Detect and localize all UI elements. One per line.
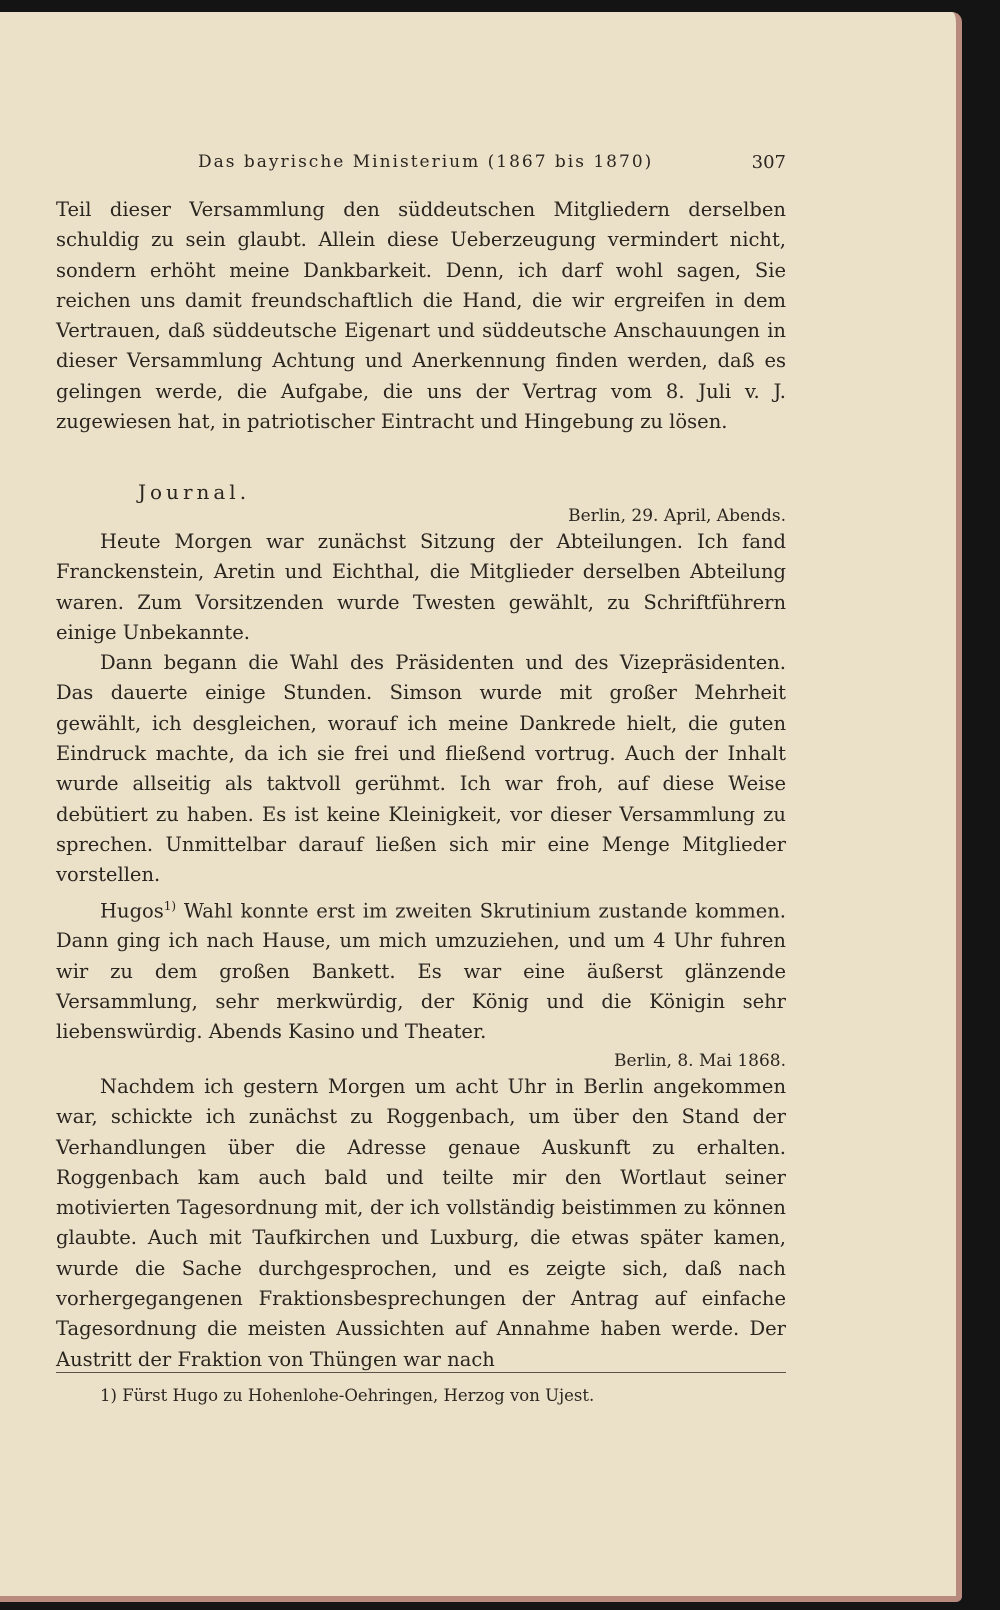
footnote-mark: 1): [100, 1386, 117, 1405]
paragraph: Nachdem ich gestern Morgen um acht Uhr in Berlin angekommen war, schickte ich zunächst zu Roggenbach, um über den Stand der Verhandlungen über die Adresse genaue Auskunft zu erhalten. Roggenbach kam auch bald und teilte mir den Wortlaut seiner motivierten Tagesordnung mit, der ich vollständig beistimmen zu können glaubte. Auch mit Taufkirchen und Luxburg, die etwas später kamen, wurde die Sache durchgesprochen, und es zeigte sich, daß nach vorhergegangenen Fraktionsbesprechungen der Antrag auf einfache Tagesordnung die meisten Aussichten auf Annahme haben werde. Der Austritt der Fraktion von Thüngen war nach: [56, 1075, 786, 1371]
book-page: [0, 12, 962, 1602]
intro-paragraph: [56, 195, 786, 437]
footnote-reference: 1): [163, 898, 177, 913]
footnote-divider: [56, 1372, 786, 1373]
dateline: Berlin, 8. Mai 1868.: [614, 1051, 786, 1071]
paragraph: Teil dieser Versammlung den süddeutschen Mitgliedern derselben schuldig zu sein glaubt. Allein diese Ueberzeugung vermindert nicht, sondern erhöht meine Dankbarkeit. Denn, ich darf wohl sagen, Sie reichen uns damit freundschaftlich die Hand, die wir ergreifen in dem Vertrauen, daß süddeutsche Eigenart und süddeutsche Anschauungen in dieser Versammlung Achtung und Anerkennung finden werden, daß es gelingen werde, die Aufgabe, die uns der Vertrag vom 8. Juli v. J. zugewiesen hat, in patriotischer Eintracht und Hingebung zu lösen.: [56, 198, 786, 434]
paragraph: Heute Morgen war zunächst Sitzung der Abteilungen. Ich fand Franckenstein, Aretin und Eichthal, die Mitglieder derselben Abteilung waren. Zum Vorsitzenden wurde Twesten gewählt, zu Schriftführern einige Unbekannte.: [56, 530, 786, 644]
running-title: Das bayrische Ministerium (1867 bis 1870): [198, 152, 654, 172]
paragraph: [56, 891, 786, 1048]
paragraph-text: Wahl konnte erst im zweiten Skrutinium zustande kommen. Dann ging ich nach Hause, um mich umzuziehen, und um 4 Uhr fuhren wir zu dem großen Bankett. Es war eine äußerst glänzende Versammlung, sehr merkwürdig, der König und die Königin sehr liebenswürdig. Abends Kasino und Theater.: [56, 899, 786, 1044]
section-heading: Journal.: [138, 480, 251, 504]
footnote-text: Fürst Hugo zu Hohenlohe-Oehringen, Herzog von Ujest.: [122, 1386, 595, 1405]
footnote: [100, 1386, 594, 1405]
dateline: Berlin, 29. April, Abends.: [568, 506, 786, 526]
journal-entry-2: [56, 1042, 786, 1375]
paragraph-lead: Hugos: [100, 899, 164, 923]
journal-entry-1: [56, 497, 786, 1044]
paragraph: Dann begann die Wahl des Präsidenten und des Vizepräsidenten. Das dauerte einige Stunden. Simson wurde mit großer Mehrheit gewählt, ich desgleichen, worauf ich meine Dankrede hielt, die guten Eindruck machte, da ich sie frei und fließend vortrug. Auch der Inhalt wurde allseitig als taktvoll gerühmt. Ich war froh, auf diese Weise debütiert zu haben. Es ist keine Kleinigkeit, vor dieser Versammlung zu sprechen. Unmittelbar darauf ließen sich mir eine Menge Mitglieder vorstellen.: [56, 651, 786, 887]
page-number: 307: [751, 152, 786, 173]
page-header: [56, 144, 786, 178]
